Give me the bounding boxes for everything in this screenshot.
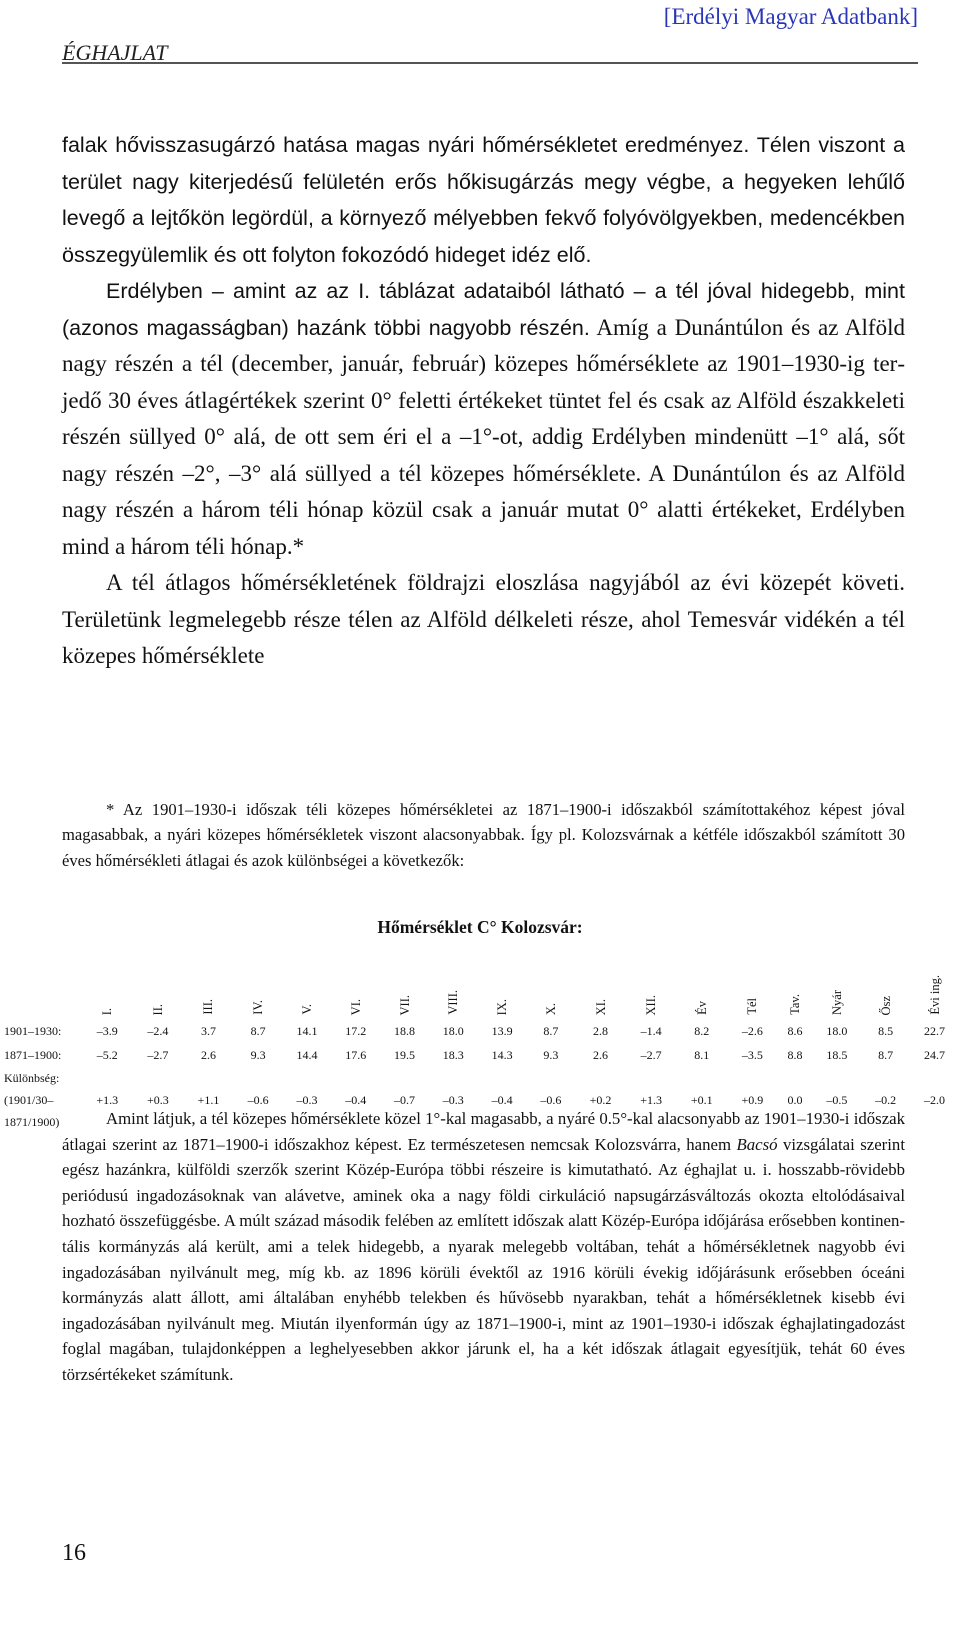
col-header: X. [543, 1002, 558, 1015]
section-title: ÉGHAJLAT [62, 40, 168, 65]
table-cell: +1.1 [197, 1092, 220, 1107]
site-title: [Erdélyi Magyar Adatbank] [663, 4, 918, 29]
paragraph-2-start: Erdélyben – amint az az I. táblázat adataiból látható – a tél jóval hidegebb, mint (azonos magasságban) hazánk többi nagyobb részén. [62, 279, 905, 340]
table-cell: 22.7 [924, 1023, 946, 1038]
table-cell: 8.7 [250, 1023, 266, 1038]
table-cell: –0.4 [345, 1092, 367, 1107]
table-cell: 8.1 [694, 1047, 710, 1062]
col-header: VIII. [446, 990, 461, 1015]
col-header: Nyár [829, 990, 844, 1015]
paragraph-1: falak hővisszasugárzó hatása magas nyári hőmérsékletet eredményez. Télen viszont a terület nagy kiterjedésű felületén erős hőkisugárzás megy végbe, a hegyeken lehűlő levegő a lejtőkön legördül, a környező mélyebben fekvő folyóvölgyekben, medencékben összegyülemlik és ott folyton fokozódó hideget idéz elő. [62, 133, 905, 267]
paragraph-3: A tél átlagos hőmérsékletének földrajzi eloszlása nagyjából az évi közepét követi. Területünk legmelegebb része télen az Alföld délkeleti része, ahol Temesvár vidékén a tél közepes hőmérséklete [62, 570, 905, 668]
table-cell: 8.7 [543, 1023, 559, 1038]
page-number: 16 [62, 1540, 86, 1566]
table-cell: –0.2 [875, 1092, 897, 1107]
paragraph-2 [62, 273, 905, 565]
table-cell: 0.0 [787, 1092, 803, 1107]
table-cell: 24.7 [924, 1047, 946, 1062]
col-header: Évi ing. [927, 975, 942, 1015]
col-header: III. [201, 999, 216, 1015]
table-cell: 18.0 [826, 1023, 848, 1038]
table-cell: 18.3 [442, 1047, 464, 1062]
row-label: 1901–1930: [4, 1023, 62, 1038]
table-cell: +0.1 [690, 1092, 713, 1107]
row-label: Különbség: (1901/30– 1871/1900) [4, 1071, 60, 1129]
table-cell: –2.6 [741, 1023, 763, 1038]
table-cell: –5.2 [96, 1047, 118, 1062]
table-cell: –3.9 [96, 1023, 118, 1038]
col-header: I. [100, 1007, 115, 1015]
table-cell: –0.5 [826, 1092, 848, 1107]
col-header: IX. [495, 998, 510, 1015]
table-cell: 14.4 [296, 1047, 318, 1062]
col-header: Ősz [878, 995, 893, 1015]
table-cell: 8.8 [787, 1047, 803, 1062]
table-cell: –0.3 [296, 1092, 318, 1107]
row-label: 1871–1900: [4, 1047, 62, 1062]
table-cell: 13.9 [491, 1023, 513, 1038]
table-cell: –0.6 [540, 1092, 562, 1107]
table-cell: +1.3 [96, 1092, 119, 1107]
table-cell: 17.6 [345, 1047, 367, 1062]
table-row [4, 1043, 959, 1067]
table-cell: –0.4 [491, 1092, 513, 1107]
table-cell: –2.0 [924, 1092, 946, 1107]
table-cell: –2.4 [147, 1023, 169, 1038]
table-cell: 2.6 [200, 1047, 216, 1062]
col-header: Év [694, 1001, 709, 1015]
col-header: VII. [397, 994, 412, 1015]
table-cell: –3.5 [741, 1047, 763, 1062]
main-text [62, 127, 905, 675]
table-cell: 14.1 [296, 1023, 318, 1038]
table-cell: –0.6 [247, 1092, 269, 1107]
table-cell: 19.5 [394, 1047, 416, 1062]
table-cell: 3.7 [200, 1023, 216, 1038]
table-cell: 9.3 [250, 1047, 266, 1062]
table-cell: 18.8 [394, 1023, 416, 1038]
table-header-row [4, 955, 959, 1019]
table-cell: –2.7 [147, 1047, 169, 1062]
table-cell: –2.7 [640, 1047, 662, 1062]
col-header: XI. [593, 998, 608, 1015]
table-cell: 8.5 [878, 1023, 894, 1038]
paragraph-2-end: Amíg a Dunántúlon és az Alföld nagy részén a tél (december, január, február) közepes hőmérséklete az 1901–1930-ig terjedő 30 éves átlagértékek szerint 0° feletti értékeket tüntet fel és csak az Alföld északkeleti részén süllyed 0° alá, de ott sem éri el a –1°-ot, addig Erdélyben mindenütt –1° alá, sőt nagy részén –2°, –3° alá süllyed a tél közepes hőmérséklete. A Dunántúlon és az Alföld nagy részén a három téli hónap közül csak a január mutat 0° alatti értékeket, Erdélyben mind a három téli hónap.* [62, 314, 905, 559]
table-cell: +0.3 [147, 1092, 169, 1107]
col-header: V. [299, 1004, 314, 1015]
table-cell: +0.2 [589, 1092, 612, 1107]
footnote [62, 797, 905, 873]
table-cell: 2.6 [593, 1047, 609, 1062]
col-header: XII. [644, 994, 659, 1015]
footnote-text: * Az 1901–1930-i időszak téli közepes hőmérsékletei az 1871–1900-i időszakból számítottakéhoz képest jóval magasabbak, a nyári közepes hőmérsékletek viszont alacsonyabbak. Így pl. Kolozsvárnak a kétféle időszakból számított 30 éves hőmérsékleti átlagai és azok különbségei a következők: [62, 800, 905, 870]
table-cell: 14.3 [491, 1047, 513, 1062]
table-cell: +1.3 [640, 1092, 663, 1107]
table-cell: 8.2 [694, 1023, 710, 1038]
table-title: Hőmérséklet C° Kolozsvár: [377, 917, 583, 937]
col-header: VI. [348, 998, 363, 1015]
table-cell: –1.4 [640, 1023, 662, 1038]
table-cell: 8.7 [878, 1047, 894, 1062]
paragraph-4: Amint látjuk, a tél közepes hőmérséklete közel 1°-kal magasabb, a nyáré 0.5°-kal alacsonyabb az 1901–1930-i időszak átlagai szerint az 1871–1900-i időszakhoz képest. Ez természetesen nemcsak Kolozsvárra, hanem Bacsó vizsgálatai szerint egész hazánkra, külföldi szerzők szerint Közép-Európa többi részeire is kimutatható. Az éghajlat u. i. hosszabb-rövidebb periódusú ingadozásoknak van alávetve, aminek oka a nagy földi cirkuláció napsugárzásváltozás okozta eltolódásaival hozható összefüggésbe. A múlt század második felében az említett időszak alatt Közép-Európa időjárása erősebben kontinentális kormányzás alá került, ami a telek hidegebb, a nyarak melegebb voltában, tehát a hőmérsékletnek nagyobb évi ingadozásában nyilvánult meg, míg kb. az 1896 körüli évektől az 1916 körüli évekig időjárásunk erősebben óceáni kormányzás alatt állott, ami általában enyhébb telekben és hűvösebb nyarakban, tehát a hőmérsékletnek kisebb évi ingadozásában nyilvánult meg. Miután ilyenformán úgy az 1871–1900-i, mint az 1901–1930-i időszak éghajlatingadozást foglal magában, tulajdonképpen a leghelyesebben akkor járunk el, ha a két időszak átlagait egyesítjük, tehát 60 éves törzsértékeket számítunk. [62, 1109, 905, 1384]
col-header: Tél [745, 998, 760, 1015]
table-cell: 9.3 [543, 1047, 559, 1062]
table-row [4, 1019, 959, 1043]
table-cell: +0.9 [741, 1092, 764, 1107]
table-cell: 18.5 [826, 1047, 848, 1062]
col-header: IV. [251, 1000, 266, 1015]
col-header: Tav. [788, 994, 803, 1015]
lower-text [62, 1106, 905, 1388]
table-cell: 18.0 [442, 1023, 464, 1038]
col-header: II. [150, 1003, 165, 1015]
table-cell: –0.7 [394, 1092, 416, 1107]
table-cell: 2.8 [593, 1023, 609, 1038]
page-header [62, 0, 918, 64]
table-cell: 17.2 [345, 1023, 367, 1038]
table-cell: –0.3 [442, 1092, 464, 1107]
author-name: Bacsó [736, 1134, 778, 1154]
table-cell: 8.6 [787, 1023, 803, 1038]
